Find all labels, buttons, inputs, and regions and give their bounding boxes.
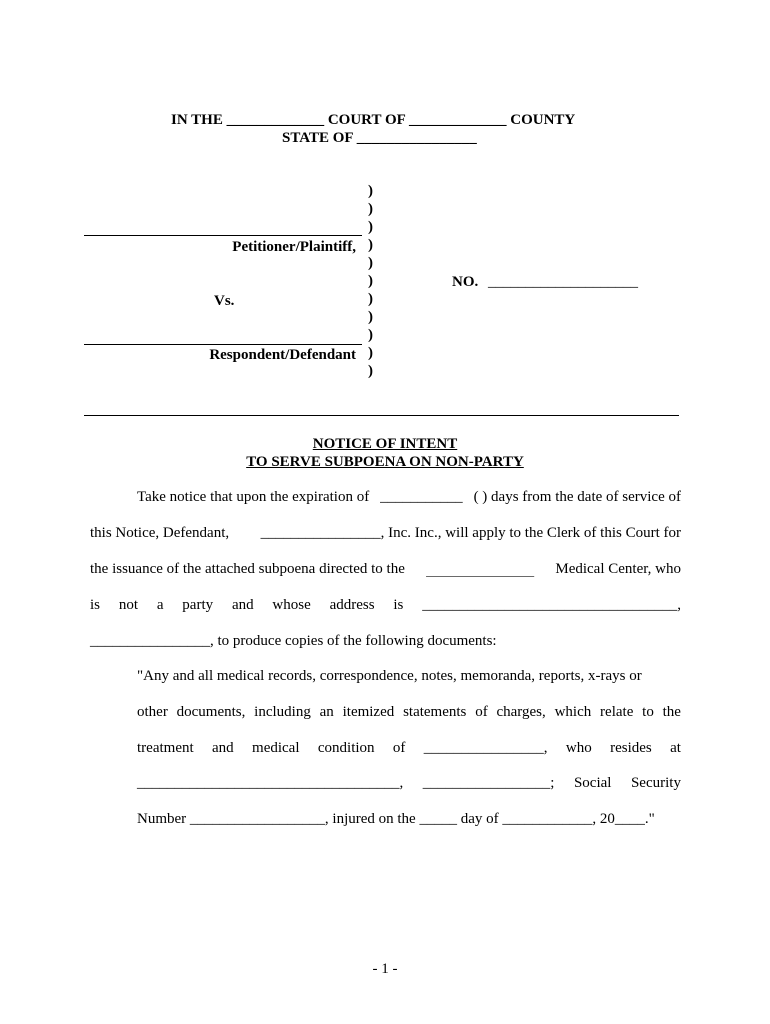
body-word: of: [475, 704, 488, 720]
caption-paren: ): [368, 309, 373, 325]
body-word: treatment: [137, 740, 194, 756]
body-word: condition: [317, 740, 375, 756]
caption-paren: ): [368, 327, 373, 343]
body-line-1: [137, 489, 681, 506]
quote-line-1: "Any and all medical records, correspondence, notes, memoranda, reports, x-rays or: [137, 668, 642, 684]
body-text: the issuance of the attached subpoena directed to the: [90, 561, 405, 577]
caption-court-of: COURT OF: [327, 112, 406, 128]
body-text: ( ) days from the date of service of: [473, 489, 681, 505]
defendant-blank-text[interactable]: ________________, Inc. Inc., will apply to the Clerk of this Court for: [260, 525, 681, 541]
body-word: at: [670, 740, 681, 756]
case-no-blank[interactable]: ____________________: [488, 274, 638, 290]
medical-center-blank[interactable]: __________________: [426, 564, 535, 578]
body-word: other: [137, 704, 168, 720]
caption-paren: ): [368, 345, 373, 361]
body-text: Medical Center, who: [555, 561, 681, 577]
body-word: is: [393, 597, 404, 613]
body-word: Security: [630, 775, 681, 791]
caption-paren: ): [368, 291, 373, 307]
body-text: this Notice, Defendant,: [90, 525, 230, 541]
quote-line-2: [137, 704, 681, 721]
page-number: - 1 -: [372, 961, 398, 977]
body-word: party: [182, 597, 214, 613]
caption-county: COUNTY: [510, 112, 576, 128]
petitioner-name-line[interactable]: [84, 235, 362, 236]
body-word: address: [329, 597, 375, 613]
caption-paren: ): [368, 201, 373, 217]
caption-in-the: IN THE: [171, 112, 223, 128]
body-word: the: [662, 704, 681, 720]
notice-subtitle: [0, 454, 770, 471]
body-word: of: [392, 740, 406, 756]
body-word: medical: [252, 740, 300, 756]
body-word: Social: [573, 775, 612, 791]
body-word: relate: [600, 704, 634, 720]
body-word: a: [156, 597, 164, 613]
body-word: whose: [272, 597, 311, 613]
body-line-3: [90, 561, 681, 579]
section-divider: [84, 415, 679, 416]
caption-paren: ): [368, 183, 373, 199]
body-word: resides: [610, 740, 652, 756]
body-word: statements: [403, 704, 467, 720]
caption-state-of: STATE OF: [282, 130, 353, 146]
case-no-label: NO.: [452, 274, 479, 290]
city-blank[interactable]: _________________;: [422, 775, 555, 791]
body-word: itemized: [342, 704, 395, 720]
petitioner-label: Petitioner/Plaintiff,: [232, 239, 356, 255]
body-word: documents,: [176, 704, 246, 720]
caption-line-2: [282, 130, 477, 147]
caption-paren: ): [368, 255, 373, 271]
body-line-2: [90, 525, 681, 542]
notice-title-line-1: NOTICE OF INTENT: [312, 436, 458, 452]
body-word: charges,: [496, 704, 546, 720]
respondent-label: Respondent/Defendant: [209, 347, 356, 363]
case-number: [452, 274, 638, 291]
body-word: and: [231, 597, 254, 613]
county-blank[interactable]: _____________: [408, 112, 507, 128]
address-blank[interactable]: __________________________________,: [422, 597, 681, 613]
body-word: is: [90, 597, 101, 613]
residence-blank[interactable]: ___________________________________,: [137, 775, 404, 791]
vs-label: Vs.: [214, 293, 235, 309]
notice-title-line-2: TO SERVE SUBPOENA ON NON-PARTY: [246, 454, 524, 470]
state-blank[interactable]: ________________: [356, 130, 477, 146]
body-word: an: [319, 704, 334, 720]
quote-line-3: [137, 740, 681, 757]
patient-name-blank[interactable]: ________________,: [423, 740, 548, 756]
body-word: including: [254, 704, 311, 720]
body-line-5: ________________, to produce copies of the following documents:: [90, 633, 497, 649]
body-word: and: [212, 740, 234, 756]
notice-title: [0, 436, 770, 453]
body-word: which: [554, 704, 592, 720]
caption-paren: ): [368, 273, 373, 289]
caption-paren: ): [368, 219, 373, 235]
caption-paren: ): [368, 237, 373, 253]
body-text: Take notice that upon the expiration of: [137, 489, 370, 505]
quote-line-4: [137, 775, 681, 792]
caption-line-1: [171, 112, 575, 129]
quote-line-5: Number __________________, injured on the _____ day of ____________, 20____.": [137, 811, 655, 827]
court-blank[interactable]: _____________: [226, 112, 325, 128]
body-word: not: [118, 597, 138, 613]
body-word: to: [642, 704, 654, 720]
body-word: who: [565, 740, 592, 756]
caption-paren: ): [368, 363, 373, 379]
body-line-4: [90, 597, 681, 614]
days-blank[interactable]: ___________: [380, 489, 463, 505]
respondent-name-line[interactable]: [84, 344, 362, 345]
